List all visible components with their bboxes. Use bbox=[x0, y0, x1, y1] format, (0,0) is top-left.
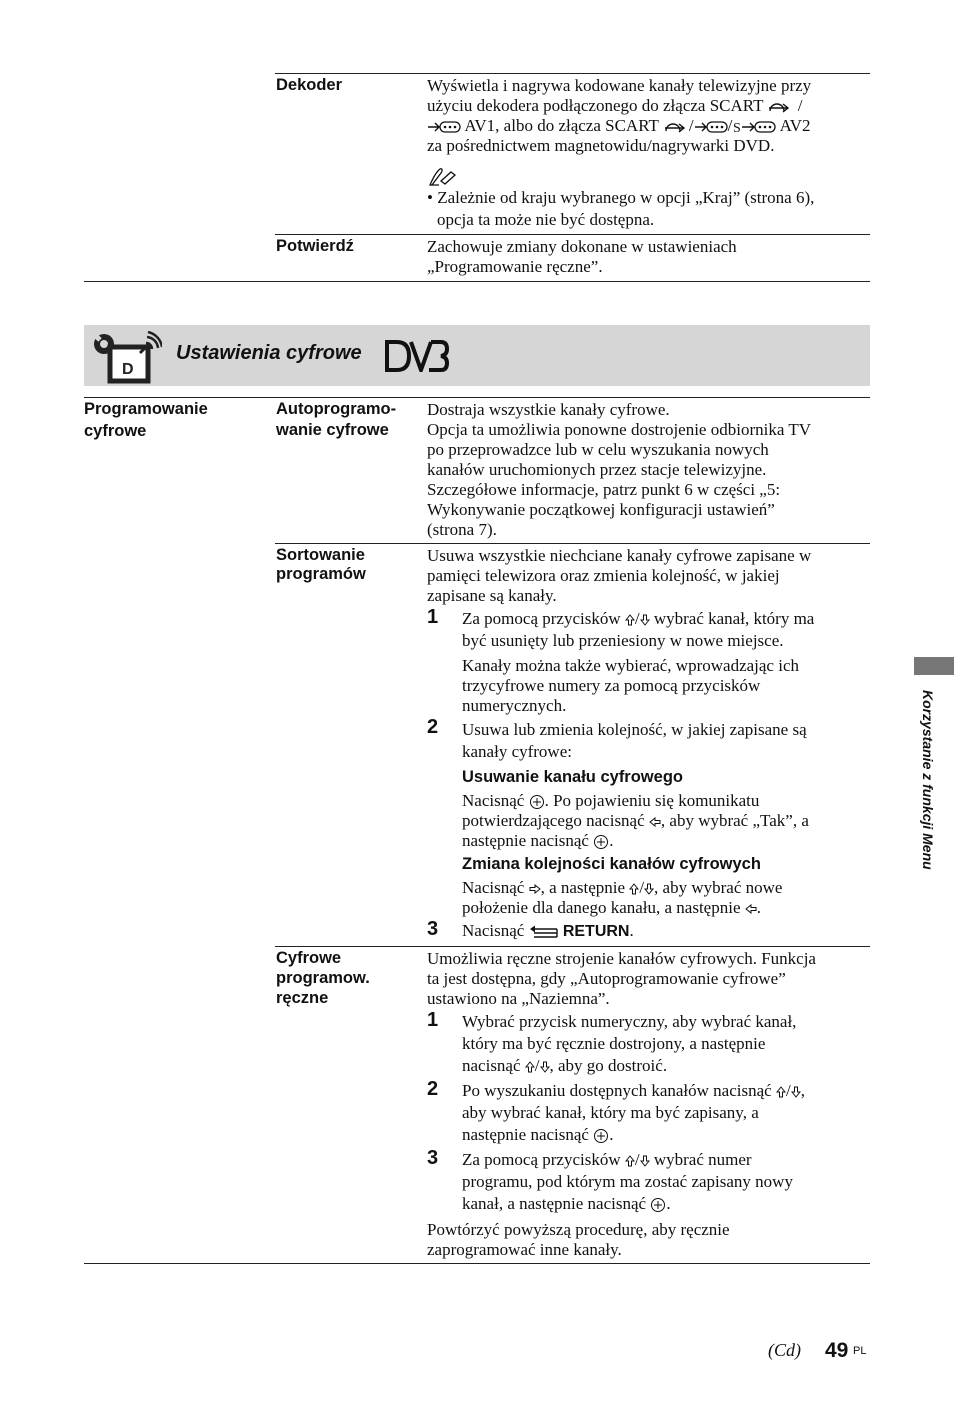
sort-step1 bbox=[462, 609, 867, 716]
autoprog-description bbox=[427, 400, 867, 540]
text-span: Za pomocą przycisków bbox=[462, 1150, 621, 1169]
text-span: Nacisnąć bbox=[462, 921, 525, 940]
step-number: 1 bbox=[427, 606, 439, 628]
text-span: Nacisnąć bbox=[462, 791, 525, 810]
text-line: kanały cyfrowe: bbox=[462, 742, 572, 761]
text-line: wanie cyfrowe bbox=[276, 421, 389, 439]
section-title: Ustawienia cyfrowe bbox=[176, 342, 362, 364]
manual-intro bbox=[427, 949, 867, 1009]
text-line bbox=[462, 791, 867, 811]
text-line: nacisnąć / , aby go dostroić. bbox=[462, 1056, 668, 1075]
text-span: . bbox=[609, 1125, 614, 1144]
step-number: 3 bbox=[427, 1147, 439, 1169]
text-line: za pośrednictwem magnetowidu/nagrywarki DVD. bbox=[427, 136, 775, 155]
table-top-rule bbox=[275, 73, 870, 74]
text-line: Opcja ta umożliwia ponowne dostrojenie odbiornika TV bbox=[427, 420, 811, 439]
text-span: Po wyszukaniu dostępnych kanałów nacisnąć bbox=[462, 1081, 772, 1100]
text-line: Sortowanie bbox=[276, 546, 365, 564]
text-span: użyciu dekodera podłączonego do złącza SCART bbox=[427, 96, 764, 115]
text-line: Szczegółowe informacje, patrz punkt 6 w części „5: bbox=[427, 480, 781, 499]
potwierdz-label: Potwierdź bbox=[276, 237, 354, 255]
text-line: Usuwa wszystkie niechciane kanały cyfrowe zapisane w bbox=[427, 546, 812, 565]
text-line: Nacisnąć , a następnie / , aby wybrać nowe bbox=[462, 878, 783, 897]
step-number: 1 bbox=[427, 1009, 439, 1031]
text-span: kanał, a następnie nacisnąć bbox=[462, 1194, 647, 1213]
text-line bbox=[462, 1125, 867, 1145]
text-line bbox=[462, 1194, 867, 1214]
text-line: (strona 7). bbox=[427, 520, 497, 539]
enter-button-icon bbox=[593, 1128, 609, 1144]
dekoder-label: Dekoder bbox=[276, 76, 343, 94]
scart-input-icon bbox=[767, 99, 793, 115]
text-line: cyfrowe bbox=[84, 422, 147, 440]
sort-step3 bbox=[462, 921, 867, 942]
up-arrow-icon bbox=[629, 883, 639, 895]
chapter-side-text: Korzystanie z funkcji Menu bbox=[920, 690, 936, 870]
enter-button-icon bbox=[529, 794, 545, 810]
language-code: PL bbox=[853, 1345, 867, 1357]
text-line: Wyświetla i nagrywa kodowane kanały telewizyjne przy bbox=[427, 76, 812, 95]
text-span: , a następnie bbox=[540, 878, 626, 897]
down-arrow-icon bbox=[640, 1155, 650, 1167]
text-span: . bbox=[609, 831, 614, 850]
row-divider bbox=[275, 543, 870, 544]
table-bottom-rule bbox=[84, 281, 870, 282]
up-arrow-icon bbox=[625, 1155, 635, 1167]
text-line: opcja ta może nie być dostępna. bbox=[437, 210, 655, 229]
text-line bbox=[462, 811, 867, 831]
text-line: Za pomocą przycisków / wybrać kanał, który ma bbox=[462, 609, 815, 628]
text-block bbox=[462, 656, 867, 716]
text-line: ta jest dostępna, gdy „Autoprogramowanie cyfrowe” bbox=[427, 969, 786, 988]
text-line: Zachowuje zmiany dokonane w ustawieniach bbox=[427, 237, 737, 256]
text-line: „Programowanie ręczne”. bbox=[427, 257, 603, 276]
right-arrow-icon bbox=[529, 884, 541, 894]
text-line: Po wyszukaniu dostępnych kanałów nacisnąć / , bbox=[462, 1081, 805, 1100]
text-line bbox=[462, 898, 867, 918]
text-line: Usuwa lub zmienia kolejność, w jakiej zapisane są bbox=[462, 720, 807, 739]
step-number: 2 bbox=[427, 716, 439, 738]
note-pencil-icon bbox=[427, 164, 459, 188]
text-span: , aby go dostroić. bbox=[549, 1056, 668, 1075]
down-arrow-icon bbox=[540, 1061, 550, 1073]
step-number: 3 bbox=[427, 918, 439, 940]
text-span: wybrać numer bbox=[653, 1150, 752, 1169]
enter-button-icon bbox=[650, 1197, 666, 1213]
text-line: programu, pod którym ma zostać zapisany nowy bbox=[462, 1172, 793, 1191]
icon-letter: D bbox=[122, 361, 134, 378]
text-line bbox=[462, 831, 867, 851]
text-line: po przeprowadzce lub w celu wyszukania nowych bbox=[427, 440, 769, 459]
text-line: ręczne bbox=[276, 989, 329, 1007]
group-label-programowanie bbox=[84, 400, 208, 441]
enter-button-icon bbox=[593, 834, 609, 850]
manual-label bbox=[276, 949, 370, 1008]
up-arrow-icon bbox=[525, 1061, 535, 1073]
svg-text:S: S bbox=[733, 121, 742, 136]
digital-table-top-rule bbox=[84, 397, 870, 398]
text-span: nacisnąć bbox=[462, 1056, 521, 1075]
sort-intro bbox=[427, 546, 867, 606]
delete-channel-text bbox=[462, 791, 867, 851]
move-channel-heading: Zmiana kolejności kanałów cyfrowych bbox=[462, 855, 761, 873]
down-arrow-icon bbox=[791, 1086, 801, 1098]
manual-step2 bbox=[462, 1081, 867, 1145]
text-span: następnie nacisnąć bbox=[462, 1125, 589, 1144]
text-line: zaprogramować inne kanały. bbox=[427, 1240, 622, 1259]
text-line: AV1, albo do złącza SCART / / S AV2 bbox=[427, 116, 867, 136]
row-divider bbox=[275, 946, 870, 947]
sort-step2 bbox=[462, 720, 867, 762]
down-arrow-icon bbox=[640, 614, 650, 626]
text-line: pamięci telewizora oraz zmienia kolejność, w jakiej bbox=[427, 566, 780, 585]
potwierdz-description bbox=[427, 237, 867, 277]
digital-table-bottom-rule bbox=[84, 1263, 870, 1264]
text-span: Za pomocą przycisków bbox=[462, 609, 621, 628]
text-span: AV1, albo do złącza SCART bbox=[464, 116, 659, 135]
text-line: Wykonywanie początkowej konfiguracji ustawień” bbox=[427, 500, 775, 519]
text-line: • Zależnie od kraju wybranego w opcji „Kraj” (strona 6), bbox=[427, 188, 815, 207]
text-line: zapisane są kanały. bbox=[427, 586, 557, 605]
left-arrow-icon bbox=[745, 904, 757, 914]
text-line: Kanały można także wybierać, wprowadzając ich bbox=[462, 656, 799, 675]
text-span: . bbox=[629, 921, 634, 940]
text-span: następnie nacisnąć bbox=[462, 831, 589, 850]
text-line: Cyfrowe bbox=[276, 949, 342, 967]
text-span: , bbox=[800, 1081, 805, 1100]
text-span: . bbox=[666, 1194, 671, 1213]
delete-channel-heading: Usuwanie kanału cyfrowego bbox=[462, 768, 683, 786]
chapter-side-label bbox=[920, 690, 954, 930]
text-line: trzycyfrowe numery za pomocą przycisków bbox=[462, 676, 761, 695]
digital-settings-icon bbox=[90, 331, 162, 385]
text-span: . bbox=[756, 898, 761, 917]
text-span: AV2 bbox=[779, 116, 811, 135]
text-span: , aby wybrać „Tak”, a bbox=[660, 811, 809, 830]
down-arrow-icon bbox=[644, 883, 654, 895]
text-line: Powtórzyć powyższą procedurę, aby ręcznie bbox=[427, 1220, 730, 1239]
chapter-tab-marker bbox=[914, 657, 954, 675]
av-connector-icon bbox=[694, 119, 728, 135]
continued-marker: (Cd) bbox=[768, 1340, 801, 1360]
up-arrow-icon bbox=[776, 1086, 786, 1098]
text-span: . Po pojawieniu się komunikatu bbox=[544, 791, 760, 810]
text-span: potwierdzającego nacisnąć bbox=[462, 811, 645, 830]
text-span: Nacisnąć bbox=[462, 878, 525, 897]
dekoder-note bbox=[427, 188, 867, 230]
left-arrow-icon bbox=[649, 817, 661, 827]
text-line bbox=[427, 96, 867, 116]
s-video-icon bbox=[732, 119, 776, 135]
av-connector-icon bbox=[427, 119, 461, 135]
text-line: kanałów uruchomionych przez stacje telewizyjne. bbox=[427, 460, 767, 479]
step-number: 2 bbox=[427, 1078, 439, 1100]
text-line: aby wybrać kanał, który ma być zapisany, a bbox=[462, 1103, 759, 1122]
return-button-icon bbox=[529, 925, 559, 939]
text-line: Umożliwia ręczne strojenie kanałów cyfrowych. Funkcja bbox=[427, 949, 816, 968]
page-number: 49 bbox=[825, 1339, 849, 1362]
text-line: Wybrać przycisk numeryczny, aby wybrać kanał, bbox=[462, 1012, 797, 1031]
text-line: Za pomocą przycisków / wybrać numer bbox=[462, 1150, 752, 1169]
return-label: RETURN bbox=[562, 923, 630, 940]
dekoder-description bbox=[427, 76, 867, 156]
autoprog-label bbox=[276, 400, 396, 440]
manual-step3 bbox=[462, 1150, 867, 1214]
manual-step1 bbox=[462, 1012, 867, 1076]
dvb-logo-icon bbox=[385, 340, 449, 372]
text-line: Dostraja wszystkie kanały cyfrowe. bbox=[427, 400, 670, 419]
text-span: położenie dla danego kanału, a następnie bbox=[462, 898, 741, 917]
up-arrow-icon bbox=[625, 614, 635, 626]
scart-input-icon bbox=[663, 119, 689, 135]
text-line: Programowanie bbox=[84, 400, 208, 418]
text-line: programów bbox=[276, 565, 366, 583]
text-line: ustawiono na „Naziemna”. bbox=[427, 989, 610, 1008]
sort-label bbox=[276, 546, 366, 584]
text-span: , aby wybrać nowe bbox=[654, 878, 783, 897]
manual-outro bbox=[427, 1220, 867, 1260]
text-line: Autoprogramo- bbox=[276, 400, 397, 418]
text-line: programow. bbox=[276, 969, 370, 987]
text-span: / bbox=[797, 96, 803, 115]
row-divider bbox=[275, 234, 870, 235]
move-channel-text bbox=[462, 878, 867, 918]
text-line: numerycznych. bbox=[462, 696, 567, 715]
text-line: który ma być ręcznie dostrojony, a następnie bbox=[462, 1034, 766, 1053]
text-span: wybrać kanał, który ma bbox=[653, 609, 815, 628]
text-line: być usunięty lub przeniesiony w nowe miejsce. bbox=[462, 631, 784, 650]
